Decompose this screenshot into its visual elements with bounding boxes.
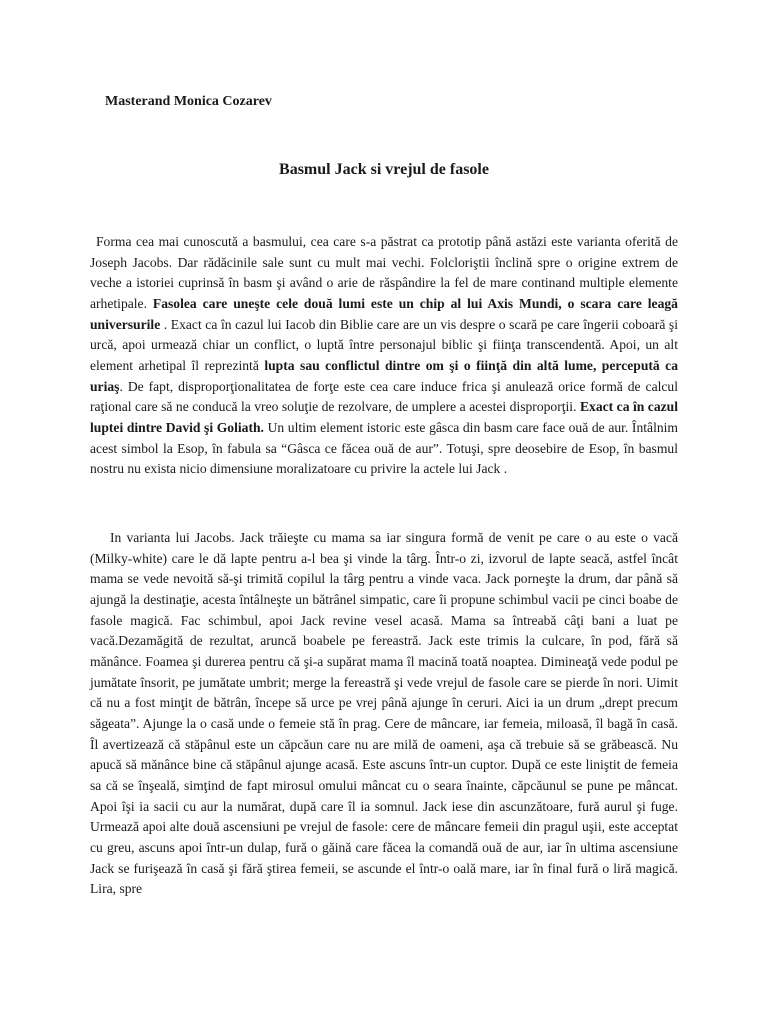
text-run: Forma cea mai cunoscută a basmului, cea care s-a păstrat ca prototip până astăzi este varianta oferită de Joseph Jacobs. Dar rădăcinile sale sunt cu mult mai vechi. Folcloriştii înclină spre o origine extrem de veche a istoriei cuprinsă în basm şi având o arie de răspândire la fel de mare continand multiple elemente arhetipale. bbox=[90, 234, 678, 311]
text-run: . Exact ca în cazul lui Iacob din Biblie care are un vis despre o scară pe care îngerii coboară şi urcă, apoi urmează chiar un conflict, o luptă între personajul biblic şi fiinţa transcendentă. Apoi, un alt element arhetipal îl reprezintă bbox=[90, 316, 678, 373]
paragraph-story: In varianta lui Jacobs. Jack trăieşte cu mama sa iar singura formă de venit pe care o au este o vacă (Milky-white) care le dă lapte pentru a-l bea şi vinde la târg. Într-o zi, izvorul de lapte seacă, astfel încât mama se vede nevoită să-şi trimită copilul la târg pentru a vinde vaca. Jack porneşte la drum, dar până să ajungă la destinaţie, acesta întâlneşte un bătrânel simpatic, care îi propune schimbul vacii pe cinci boabe de fasole magică. Fac schimbul, apoi Jack revine vesel acasă. Mama sa întreabă câţi bani a luat pe vacă.Dezamăgită de rezultat, aruncă boabele pe fereastră. Jack este trimis la culcare, în pod, fără să mănânce. Foamea şi durerea pentru că şi-a supărat mama îl macină toată noaptea. Dimineaţă vede podul pe jumătate însorit, pe jumătate umbrit; merge la fereastră şi vede vrejul de fasole care se pierde în nori. Uimit că nu a fost minţit de bătrân, începe să urce pe vrej până ajunge în ceruri. Aici ia un drum „drept precum săgeata”. Ajunge la o casă unde o femeie stă în prag. Cere de mâncare, iar femeia, miloasă, îl bagă în casă. Îl avertizează că stăpânul este un căpcăun care nu are milă de oameni, aşa că trebuie să se grăbească. Nu apucă să mănânce bine că stăpânul ajunge acasă. Este ascuns într-un cuptor. După ce este liniştit de femeia sa că se înşeală, simţind de fapt mirosul omului mâncat cu o seara înainte, căpcăunul se pune pe mâncat. Apoi îşi ia sacii cu aur la numărat, după care îl ia somnul. Jack iese din ascunzătoare, fură aurul şi fuge. Urmează apoi alte două ascensiuni pe vrejul de fasole: cere de mâncare femeii din pragul uşii, este acceptat cu greu, ascuns apoi într-un dulap, fură o găină care făcea la comandă ouă de aur, iar în ultima ascensiune Jack se furişează în casă şi fără ştirea femeii, se ascunde el într-o oală mare, iar în final fură o liră magică. Lira, spre bbox=[90, 530, 678, 897]
author-line: Masterand Monica Cozarev bbox=[105, 94, 272, 109]
bold-text-run: Fasolea care uneşte cele două lumi este un chip al lui Axis Mundi, o scara care leagă universurile bbox=[90, 295, 678, 332]
bold-text-run: lupta sau conflictul dintre om şi o fiinţă din altă lume, percepută ca uriaş bbox=[90, 357, 678, 394]
paragraph-intro bbox=[90, 232, 678, 480]
document-title: Basmul Jack si vrejul de fasole bbox=[279, 161, 489, 178]
text-run: Un ultim element istoric este gâsca din basm care face ouă de aur. Întâlnim acest simbol la Esop, în fabula sa “Gâsca ce făcea ouă de aur”. Totuşi, spre deosebire de Esop, în basmul nostru nu exista nicio dimensiune moralizatoare cu privire la actele lui Jack . bbox=[90, 419, 678, 477]
text-run: . De fapt, disproporţionalitatea de forţe este cea care induce frica şi anulează orice formă de calcul raţional care să ne conducă la vreo soluţie de rezolvare, de umplere a acestei disproporţii. bbox=[90, 378, 678, 415]
bold-text-run: Exact ca în cazul luptei dintre David şi Goliath. bbox=[90, 399, 678, 435]
